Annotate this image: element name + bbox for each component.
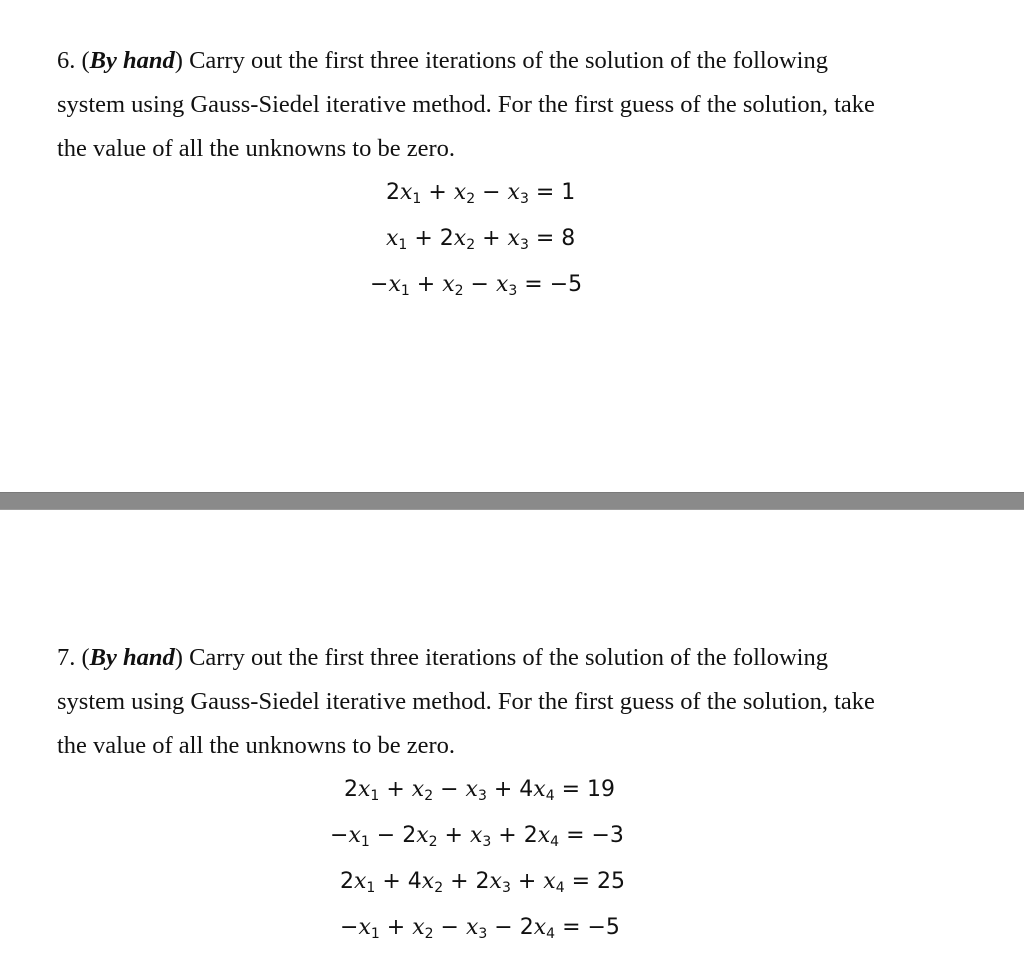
problem-6-equation-3: $-x_1 + x_2 - x_3 = -5$ (370, 272, 583, 299)
problem-6-line-1 (57, 39, 957, 83)
problem-7-equation-1: $2x_1 + x_2 - x_3 + 4x_4 = 19$ (344, 777, 616, 804)
problem-6-close-paren: ) (174, 47, 183, 74)
problem-7-equation-3: $2x_1 + 4x_2 + 2x_3 + x_4 = 25$ (340, 869, 626, 896)
problem-6-open-paren: ( (81, 47, 90, 74)
problem-7-line-1 (57, 636, 957, 680)
problem-6-equation-1: $2x_1 + x_2 - x_3 = 1$ (386, 180, 576, 207)
problem-6-line-1-rest: Carry out the first three iterations of the solution of the following (182, 47, 828, 74)
problem-7-text (57, 636, 957, 768)
problem-6-line-3: the value of all the unknowns to be zero. (57, 135, 456, 162)
problem-7-equation-4: $-x_1 + x_2 - x_3 - 2x_4 = -5$ (340, 915, 620, 942)
problem-6-equation-2: $x_1 + 2x_2 + x_3 = 8$ (386, 226, 576, 253)
page-divider (0, 492, 1024, 510)
problem-6-by-hand-label: By hand (89, 47, 175, 74)
problem-7-line-2: system using Gauss-Siedel iterative method. For the first guess of the solution, take (57, 688, 875, 715)
page-2 (0, 510, 1024, 975)
problem-6-line-2: system using Gauss-Siedel iterative method. For the first guess of the solution, take (57, 91, 875, 118)
problem-6-text (57, 39, 957, 171)
problem-7-close-paren: ) (174, 644, 183, 671)
problem-7-number: 7. (57, 644, 76, 671)
problem-7-line-1-rest: Carry out the first three iterations of the solution of the following (182, 644, 828, 671)
problem-7-equation-2: $-x_1 - 2x_2 + x_3 + 2x_4 = -3$ (330, 823, 624, 850)
problem-7-open-paren: ( (81, 644, 90, 671)
problem-6-number: 6. (57, 47, 76, 74)
problem-7-line-3: the value of all the unknowns to be zero. (57, 732, 456, 759)
problem-7-by-hand-label: By hand (89, 644, 175, 671)
